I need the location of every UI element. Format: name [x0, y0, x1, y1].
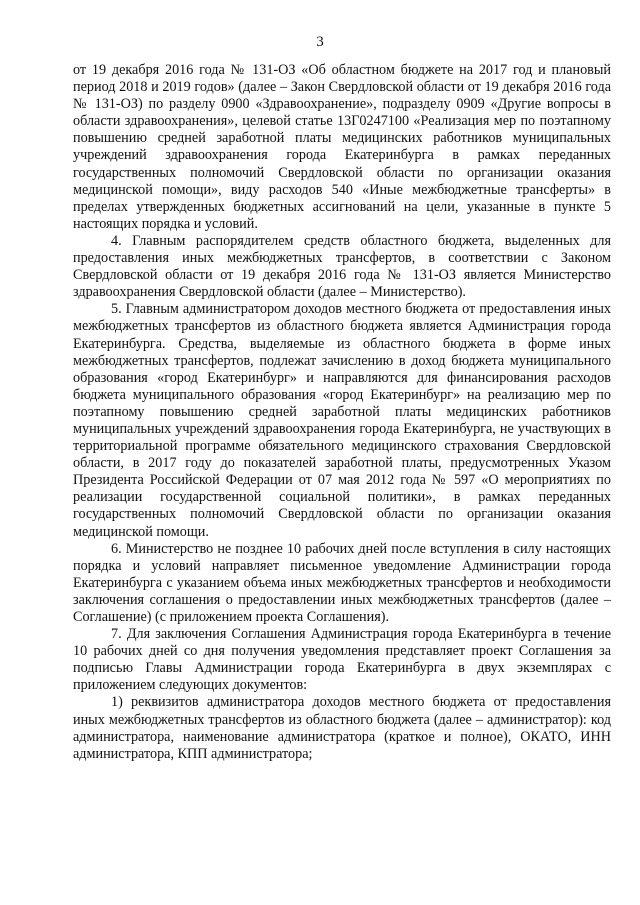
paragraph-item-6: 6. Министерство не позднее 10 рабочих дней после вступления в силу настоящих порядка и условий направляет письменное уведомление Администрации города Екатеринбурга с указанием объема иных межбюджетных трансфертов и необходимости заключения соглашения о предоставлении иных межбюджетных трансфертов (далее – Соглашение) (с приложением проекта Соглашения). — [73, 540, 611, 625]
paragraph-item-7: 7. Для заключения Соглашения Администрация города Екатеринбурга в течение 10 рабочих дней со дня получения уведомления представляет проект Соглашения за подписью Главы Администрации города Екатеринбурга в двух экземплярах с приложением следующих документов: — [73, 626, 611, 694]
paragraph-continuation: от 19 декабря 2016 года № 131-ОЗ «Об областном бюджете на 2017 год и плановый период 2018 и 2019 годов» (далее – Закон Свердловской области от 19 декабря 2016 года № 131-ОЗ) по разделу 0900 «Здравоохранение», подразделу 0909 «Другие вопросы в области здравоохранения», целевой статье 13Г0247100 «Реализация мер по поэтапному повышению средней заработной платы медицинских работников муниципальных учреждений здравоохранения города Екатеринбурга в рамках переданных государственных полномочий Свердловской области по организации оказания медицинской помощи», виду расходов 540 «Иные межбюджетные трансферты» в пределах утвержденных бюджетных ассигнований на цели, указанные в пункте 5 настоящих порядка и условий. — [73, 62, 611, 232]
document-body — [73, 62, 611, 763]
paragraph-subitem-1: 1) реквизитов администратора доходов местного бюджета от предоставления иных межбюджетных трансфертов из областного бюджета (далее – администратор): код администратора, наименование администратора (краткое и полное), ОКАТО, ИНН администратора, КПП администратора; — [73, 694, 611, 762]
paragraph-item-5: 5. Главным администратором доходов местного бюджета от предоставления иных межбюджетных трансфертов из областного бюджета является Администрация города Екатеринбурга. Средства, выделяемые из областного бюджета в форме иных межбюджетных трансфертов, подлежат зачислению в доход бюджета муниципального образования «город Екатеринбург» и направляются для финансирования расходов бюджета муниципального образования «город Екатеринбург» на реализацию мер по поэтапному повышению средней заработной платы медицинских работников муниципальных учреждений здравоохранения города Екатеринбурга, не участвующих в территориальной программе обязательного медицинского страхования Свердловской области, в 2017 году до показателей заработной платы, предусмотренных Указом Президента Российской Федерации от 07 мая 2012 года № 597 «О мероприятиях по реализации государственной социальной политики», в рамках переданных государственных полномочий Свердловской области по организации оказания медицинской помощи. — [73, 301, 611, 540]
page-number: 3 — [316, 34, 324, 50]
paragraph-item-4: 4. Главным распорядителем средств областного бюджета, выделенных для предоставления иных межбюджетных трансфертов, в соответствии с Законом Свердловской области от 19 декабря 2016 года № 131-ОЗ является Министерство здравоохранения Свердловской области (далее – Министерство). — [73, 232, 611, 301]
